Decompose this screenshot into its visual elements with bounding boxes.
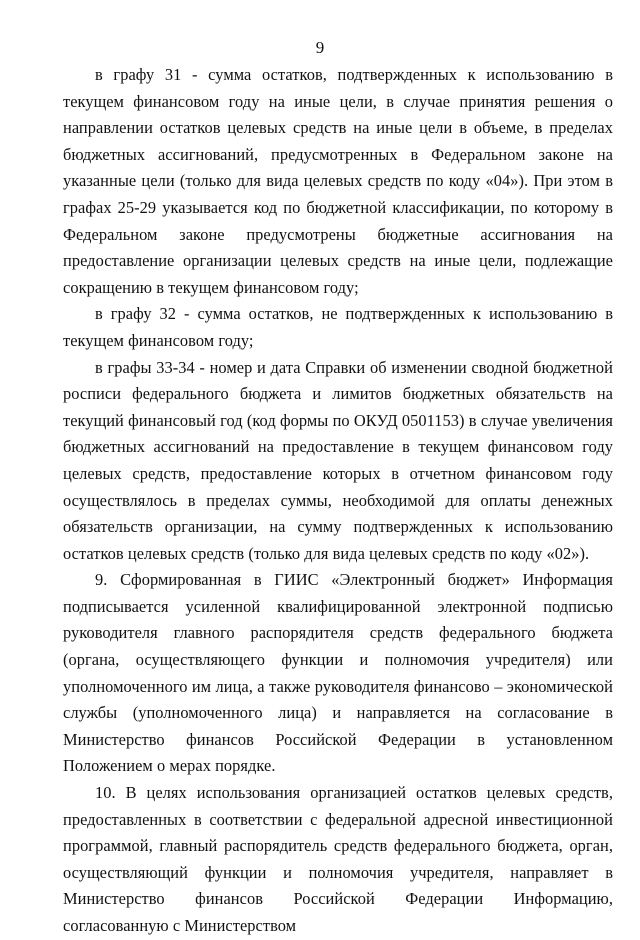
paragraph-item-9: 9. Сформированная в ГИИС «Электронный бюджет» Информация подписывается усиленной квалифицированной электронной подписью руководителя главного распорядителя средств федерального бюджета (органа, осуществляющего функции и полномочия учредителя) или уполномоченного им лица, а также руководителя финансово – экономической службы (уполномоченного лица) и направляется на согласование в Министерство финансов Российской Федерации в установленном Положением о мерах порядке. bbox=[63, 570, 613, 776]
paragraph-item-10: 10. В целях использования организацией остатков целевых средств, предоставленных в соответствии с федеральной адресной инвестиционной программой, главный распорядитель средств федерального бюджета, орган, осуществляющий функции и полномочия учредителя, направляет в Министерство финансов Российской Федерации Информацию, согласованную с Министерством bbox=[63, 783, 613, 935]
paragraph-columns-33-34: в графы 33-34 - номер и дата Справки об изменении сводной бюджетной росписи федерального бюджета и лимитов бюджетных обязательств на текущий финансовый год (код формы по ОКУД 0501153) в случае увеличения бюджетных ассигнований на предоставление в текущем финансовом году целевых средств, предоставление которых в отчетном финансовом году осуществлялось в пределах суммы, необходимой для оплаты денежных обязательств организации, на сумму подтвержденных к использованию остатков целевых средств (только для вида целевых средств по коду «02»). bbox=[63, 357, 613, 563]
paragraph-column-31: в графу 31 - сумма остатков, подтвержденных к использованию в текущем финансовом году на иные цели, в случае принятия решения о направлении остатков целевых средств на иные цели в объеме, в пределах бюджетных ассигнований, предусмотренных в Федеральном законе на указанные цели (только для вида целевых средств по коду «04»). При этом в графах 25-29 указывается код по бюджетной классификации, по которому в Федеральном законе предусмотрены бюджетные ассигнования на предоставление организации целевых средств на иные цели, подлежащие сокращению в текущем финансовом году; bbox=[63, 65, 613, 297]
document-body bbox=[63, 62, 613, 940]
paragraph-column-32: в графу 32 - сумма остатков, не подтвержденных к использованию в текущем финансовом году; bbox=[63, 304, 613, 350]
page-number: 9 bbox=[315, 38, 325, 57]
